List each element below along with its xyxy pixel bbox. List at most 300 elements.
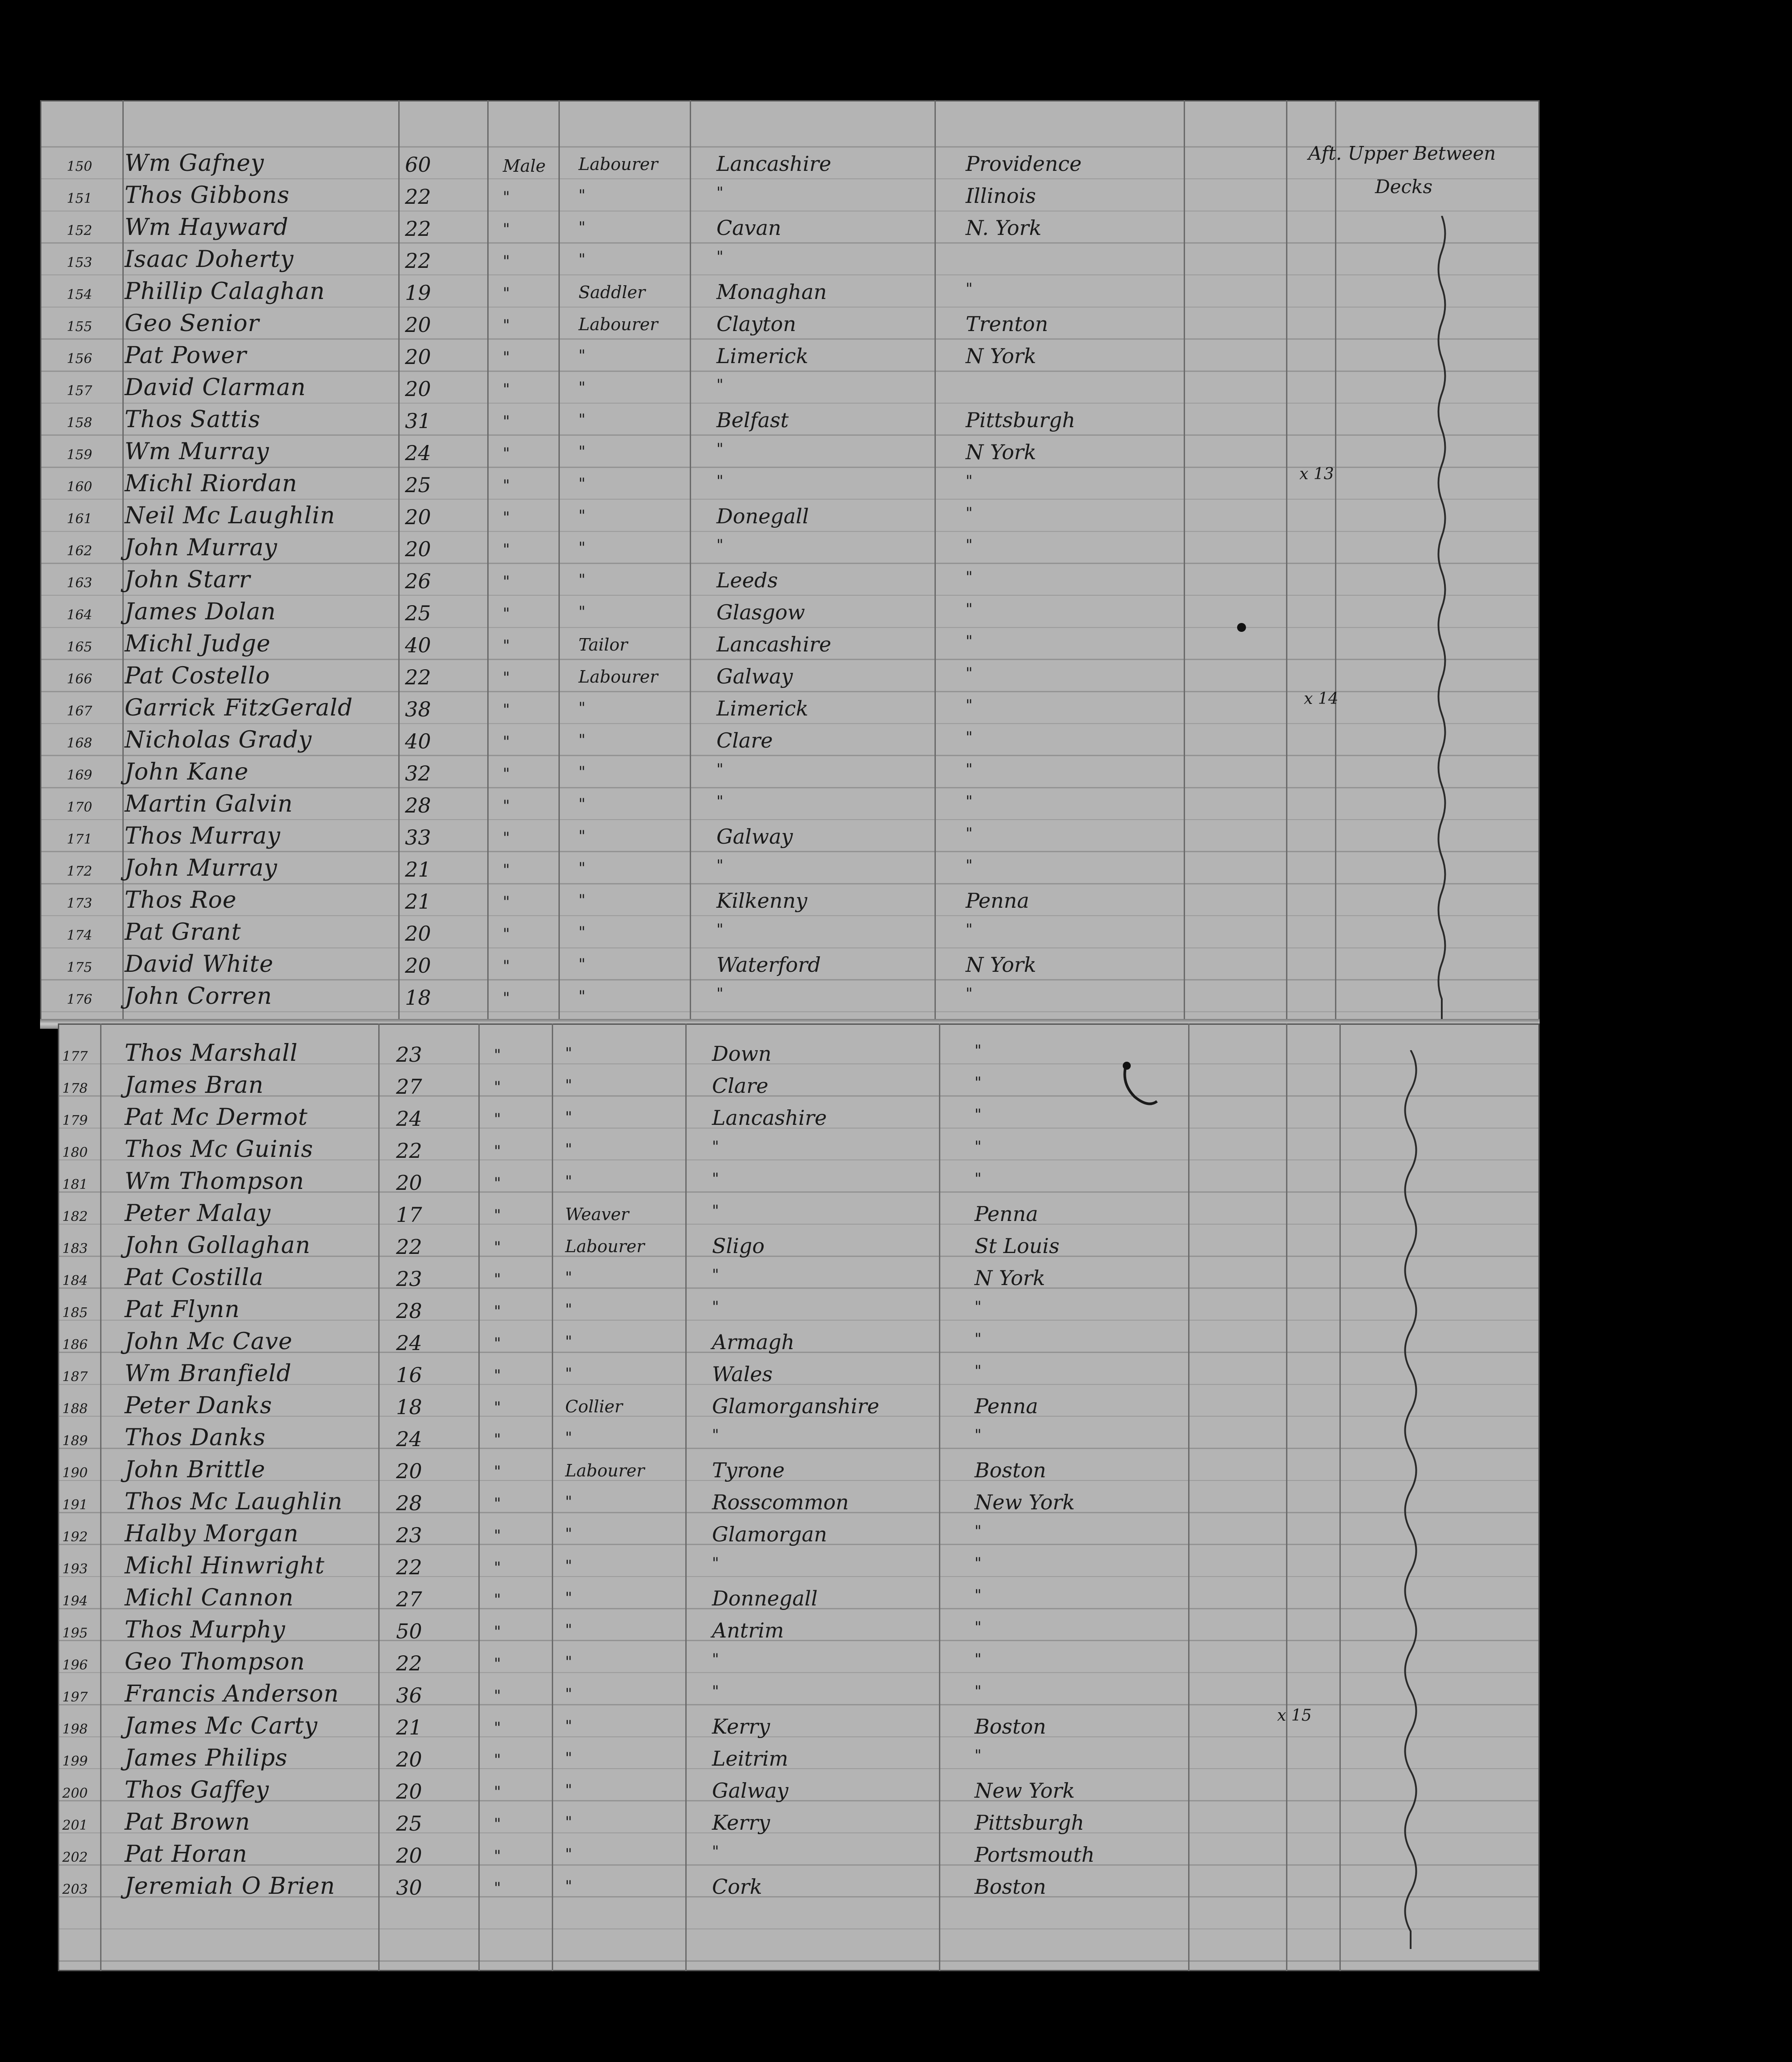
entry-number: 156: [67, 351, 93, 367]
passenger-age: 20: [405, 313, 431, 337]
passenger-origin: Galway: [716, 664, 793, 688]
passenger-sex: ": [503, 348, 510, 366]
passenger-name: John Murray: [125, 534, 278, 561]
passenger-destination: N. York: [966, 216, 1042, 240]
passenger-name: Michl Riordan: [125, 470, 298, 497]
passenger-row: [58, 1071, 1540, 1103]
passenger-destination: ": [966, 921, 973, 938]
passenger-row: [58, 1488, 1540, 1520]
passenger-sex: ": [503, 733, 510, 751]
passenger-age: 16: [396, 1363, 422, 1387]
passenger-destination: ": [966, 985, 973, 1003]
passenger-age: 20: [396, 1171, 422, 1195]
passenger-age: 20: [405, 345, 431, 369]
passenger-name: Michl Judge: [125, 631, 271, 657]
passenger-age: 19: [405, 281, 431, 305]
passenger-row: [40, 598, 1540, 630]
passenger-row: [58, 1808, 1540, 1840]
passenger-destination: ": [966, 600, 973, 618]
passenger-origin: Clare: [712, 1074, 769, 1098]
passenger-occupation: ": [565, 1877, 572, 1895]
passenger-row: [40, 886, 1540, 918]
passenger-name: John Mc Cave: [125, 1328, 293, 1355]
passenger-age: 25: [405, 601, 431, 625]
passenger-occupation: ": [578, 827, 586, 845]
passenger-origin: Limerick: [716, 696, 809, 720]
passenger-age: 20: [405, 537, 431, 561]
passenger-occupation: ": [578, 763, 586, 781]
ink-flourish: [1117, 1057, 1170, 1115]
passenger-age: 20: [405, 377, 431, 401]
passenger-row: [40, 469, 1540, 501]
passenger-name: Nicholas Grady: [125, 727, 312, 753]
entry-number: 177: [62, 1049, 88, 1064]
passenger-name: Pat Grant: [125, 919, 241, 946]
passenger-age: 22: [405, 217, 431, 241]
passenger-sex: ": [503, 797, 510, 815]
passenger-name: Thos Mc Guinis: [125, 1136, 314, 1163]
passenger-destination: Penna: [966, 889, 1029, 913]
passenger-age: 21: [396, 1715, 422, 1739]
passenger-origin: Belfast: [716, 408, 789, 432]
passenger-row: [40, 854, 1540, 886]
entry-number: 151: [67, 191, 93, 206]
passenger-origin: Glamorganshire: [712, 1394, 879, 1418]
passenger-occupation: ": [578, 891, 586, 909]
entry-number: 153: [67, 255, 93, 271]
passenger-origin: ": [716, 248, 724, 266]
passenger-name: Thos Gibbons: [125, 182, 290, 209]
passenger-occupation: ": [578, 987, 586, 1005]
passenger-age: 60: [405, 153, 431, 177]
entry-number: 171: [67, 832, 93, 847]
passenger-age: 22: [396, 1651, 422, 1675]
passenger-sex: ": [503, 284, 510, 302]
passenger-name: John Kane: [125, 759, 249, 785]
entry-number: 181: [62, 1177, 88, 1193]
passenger-row: [58, 1776, 1540, 1808]
passenger-occupation: ": [565, 1269, 572, 1286]
passenger-age: 20: [405, 505, 431, 529]
passenger-age: 33: [405, 825, 431, 849]
passenger-origin: ": [712, 1554, 719, 1572]
passenger-name: Thos Danks: [125, 1424, 266, 1451]
passenger-sex: ": [503, 829, 510, 847]
passenger-row: [58, 1744, 1540, 1776]
passenger-origin: ": [712, 1266, 719, 1284]
passenger-origin: ": [712, 1426, 719, 1444]
passenger-row: [58, 1520, 1540, 1552]
passenger-destination: New York: [975, 1490, 1075, 1514]
passenger-name: Pat Brown: [125, 1809, 251, 1836]
passenger-origin: Kerry: [712, 1811, 770, 1835]
entry-number: 194: [62, 1593, 88, 1609]
passenger-sex: ": [503, 573, 510, 590]
passenger-origin: Tyrone: [712, 1458, 785, 1482]
passenger-destination: ": [966, 632, 973, 650]
passenger-origin: ": [716, 472, 724, 490]
passenger-occupation: ": [565, 1365, 572, 1383]
passenger-row: [58, 1840, 1540, 1872]
ledger-page-top: [40, 100, 1540, 1026]
passenger-destination: Penna: [975, 1202, 1038, 1226]
passenger-occupation: ": [565, 1685, 572, 1703]
passenger-sex: ": [494, 1142, 501, 1160]
entry-number: 197: [62, 1690, 88, 1705]
passenger-age: 25: [405, 473, 431, 497]
entry-number: 152: [67, 223, 93, 239]
passenger-age: 27: [396, 1587, 422, 1611]
passenger-sex: ": [494, 1559, 501, 1577]
passenger-destination: New York: [975, 1779, 1075, 1803]
passenger-row: [58, 1199, 1540, 1231]
passenger-destination: ": [975, 1682, 982, 1700]
passenger-row: [58, 1327, 1540, 1359]
remark-mark: x 15: [1277, 1706, 1312, 1725]
passenger-row: [58, 1039, 1540, 1071]
passenger-occupation: ": [565, 1557, 572, 1575]
passenger-sex: ": [494, 1847, 501, 1865]
passenger-destination: ": [975, 1522, 982, 1540]
passenger-sex: Male: [503, 156, 546, 176]
passenger-age: 31: [405, 409, 431, 433]
passenger-origin: Lancashire: [712, 1106, 827, 1130]
entry-number: 199: [62, 1754, 88, 1769]
passenger-origin: Glasgow: [716, 600, 805, 624]
passenger-occupation: ": [565, 1076, 572, 1094]
entry-number: 185: [62, 1305, 88, 1321]
passenger-destination: St Louis: [975, 1234, 1060, 1258]
passenger-origin: Galway: [712, 1779, 789, 1803]
passenger-destination: ": [966, 825, 973, 842]
passenger-occupation: ": [578, 795, 586, 813]
passenger-age: 50: [396, 1619, 422, 1643]
passenger-occupation: ": [578, 859, 586, 877]
passenger-destination: ": [975, 1554, 982, 1572]
passenger-occupation: ": [578, 603, 586, 621]
passenger-name: John Starr: [125, 566, 251, 593]
passenger-occupation: ": [578, 539, 586, 557]
passenger-origin: ": [716, 985, 724, 1003]
passenger-destination: ": [966, 504, 973, 522]
entry-number: 165: [67, 639, 93, 655]
passenger-name: John Murray: [125, 855, 278, 881]
passenger-sex: ": [494, 1879, 501, 1897]
passenger-name: Phillip Calaghan: [125, 278, 325, 305]
passenger-origin: Donnegall: [712, 1586, 818, 1610]
passenger-occupation: ": [565, 1781, 572, 1799]
passenger-row: [58, 1135, 1540, 1167]
passenger-occupation: ": [578, 731, 586, 749]
passenger-row: [58, 1263, 1540, 1295]
passenger-age: 28: [405, 793, 431, 817]
entry-number: 169: [67, 768, 93, 783]
passenger-occupation: Labourer: [565, 1461, 645, 1480]
passenger-age: 21: [405, 889, 431, 914]
passenger-age: 24: [396, 1427, 422, 1451]
passenger-occupation: ": [578, 699, 586, 717]
passenger-sex: ": [503, 765, 510, 783]
passenger-occupation: Collier: [565, 1397, 623, 1416]
passenger-age: 22: [405, 185, 431, 209]
header-note-line2: Decks: [1375, 176, 1433, 198]
passenger-origin: ": [712, 1202, 719, 1220]
passenger-row: [58, 1648, 1540, 1680]
passenger-occupation: ": [578, 923, 586, 941]
passenger-occupation: ": [565, 1429, 572, 1447]
passenger-sex: ": [494, 1623, 501, 1641]
passenger-destination: N York: [975, 1266, 1045, 1290]
passenger-origin: ": [716, 921, 724, 938]
entry-number: 155: [67, 319, 93, 335]
passenger-sex: ": [503, 701, 510, 719]
bracket-line: [1393, 1050, 1428, 1949]
passenger-age: 26: [405, 569, 431, 593]
passenger-age: 25: [396, 1811, 422, 1836]
passenger-row: [40, 534, 1540, 566]
passenger-destination: ": [975, 1426, 982, 1444]
passenger-name: Thos Murray: [125, 823, 281, 849]
passenger-name: Peter Malay: [125, 1200, 271, 1227]
passenger-age: 20: [396, 1844, 422, 1868]
passenger-row: [58, 1712, 1540, 1744]
passenger-row: [58, 1167, 1540, 1199]
passenger-sex: ": [494, 1751, 501, 1769]
passenger-age: 23: [396, 1267, 422, 1291]
passenger-name: Wm Thompson: [125, 1168, 304, 1195]
passenger-age: 24: [396, 1331, 422, 1355]
passenger-origin: Kilkenny: [716, 889, 808, 913]
passenger-occupation: Labourer: [578, 315, 658, 334]
passenger-row: [58, 1456, 1540, 1488]
entry-number: 163: [67, 575, 93, 591]
entry-number: 159: [67, 447, 93, 463]
passenger-age: 30: [396, 1876, 422, 1900]
passenger-row: [40, 950, 1540, 982]
ink-blot: [1237, 623, 1246, 632]
passenger-row: [58, 1680, 1540, 1712]
passenger-destination: Penna: [975, 1394, 1038, 1418]
passenger-origin: Monaghan: [716, 280, 827, 304]
passenger-occupation: Labourer: [578, 154, 658, 174]
passenger-occupation: ": [578, 218, 586, 236]
passenger-name: James Mc Carty: [125, 1713, 318, 1739]
passenger-destination: ": [975, 1074, 982, 1092]
passenger-origin: Armagh: [712, 1330, 795, 1354]
passenger-name: Wm Branfield: [125, 1360, 292, 1387]
passenger-row: [40, 341, 1540, 373]
passenger-name: David White: [125, 951, 274, 978]
passenger-row: [40, 277, 1540, 309]
passenger-origin: Cork: [712, 1875, 762, 1899]
passenger-name: Geo Senior: [125, 310, 259, 337]
passenger-sex: ": [494, 1206, 501, 1224]
passenger-row: [40, 758, 1540, 790]
passenger-name: Wm Hayward: [125, 214, 289, 241]
passenger-row: [40, 822, 1540, 854]
passenger-age: 23: [396, 1043, 422, 1067]
passenger-row: [58, 1584, 1540, 1616]
passenger-destination: ": [975, 1106, 982, 1124]
entry-number: 196: [62, 1658, 88, 1673]
passenger-destination: N York: [966, 440, 1036, 464]
passenger-sex: ": [494, 1367, 501, 1384]
passenger-origin: Donegall: [716, 504, 809, 528]
passenger-name: Thos Sattis: [125, 406, 261, 433]
passenger-name: Pat Flynn: [125, 1296, 240, 1323]
passenger-origin: Antrim: [712, 1618, 784, 1642]
passenger-row: [58, 1231, 1540, 1263]
entry-number: 176: [67, 992, 93, 1007]
passenger-origin: ": [716, 440, 724, 458]
remark-mark: x 13: [1299, 465, 1334, 483]
entry-number: 179: [62, 1113, 88, 1128]
passenger-row: [40, 149, 1540, 181]
passenger-row: [40, 694, 1540, 726]
passenger-occupation: Saddler: [578, 283, 646, 302]
passenger-row: [40, 726, 1540, 758]
passenger-destination: ": [966, 792, 973, 810]
passenger-destination: ": [966, 536, 973, 554]
entry-number: 172: [67, 864, 93, 879]
passenger-name: Martin Galvin: [125, 791, 293, 817]
passenger-name: Neil Mc Laughlin: [125, 502, 336, 529]
entry-number: 154: [67, 287, 93, 303]
passenger-destination: ": [975, 1042, 982, 1059]
entry-number: 188: [62, 1401, 88, 1417]
entry-number: 191: [62, 1497, 88, 1513]
entry-number: 200: [62, 1786, 88, 1801]
passenger-name: Pat Power: [125, 342, 247, 369]
passenger-row: [58, 1552, 1540, 1584]
passenger-origin: Clare: [716, 728, 773, 752]
passenger-row: [40, 918, 1540, 950]
passenger-origin: Wales: [712, 1362, 773, 1386]
passenger-sex: ": [494, 1399, 501, 1416]
passenger-origin: ": [716, 857, 724, 874]
passenger-row: [40, 790, 1540, 822]
passenger-destination: Boston: [975, 1875, 1046, 1899]
passenger-destination: Illinois: [966, 184, 1036, 208]
passenger-destination: ": [975, 1618, 982, 1636]
entry-number: 174: [67, 928, 93, 943]
passenger-destination: ": [975, 1747, 982, 1764]
entry-number: 192: [62, 1529, 88, 1545]
passenger-occupation: ": [578, 347, 586, 364]
passenger-occupation: ": [578, 955, 586, 973]
passenger-sex: ": [503, 957, 510, 975]
passenger-origin: Cavan: [716, 216, 781, 240]
passenger-destination: Portsmouth: [975, 1843, 1095, 1867]
passenger-age: 32: [405, 761, 431, 785]
passenger-name: John Corren: [125, 983, 272, 1010]
bracket-line: [1428, 216, 1455, 1026]
passenger-origin: Clayton: [716, 312, 797, 336]
passenger-origin: ": [716, 536, 724, 554]
passenger-occupation: ": [565, 1301, 572, 1318]
passenger-name: Thos Marshall: [125, 1040, 298, 1067]
passenger-sex: ": [503, 252, 510, 270]
passenger-row: [40, 437, 1540, 469]
passenger-sex: ": [503, 637, 510, 655]
entry-number: 201: [62, 1818, 88, 1833]
passenger-row: [40, 405, 1540, 437]
passenger-occupation: ": [578, 251, 586, 268]
passenger-sex: ": [494, 1591, 501, 1609]
passenger-occupation: ": [578, 379, 586, 396]
passenger-occupation: ": [565, 1813, 572, 1831]
passenger-sex: ": [503, 605, 510, 623]
entry-number: 186: [62, 1337, 88, 1353]
passenger-origin: ": [712, 1138, 719, 1156]
passenger-sex: ": [494, 1174, 501, 1192]
passenger-age: 21: [405, 857, 431, 881]
passenger-origin: ": [716, 760, 724, 778]
passenger-origin: Waterford: [716, 953, 821, 977]
passenger-sex: ": [503, 925, 510, 943]
passenger-name: John Brittle: [125, 1456, 266, 1483]
passenger-occupation: ": [565, 1525, 572, 1543]
header-note-line1: Aft. Upper Between: [1308, 142, 1496, 164]
passenger-destination: ": [975, 1362, 982, 1380]
passenger-age: 20: [405, 922, 431, 946]
passenger-sex: ": [494, 1687, 501, 1705]
passenger-age: 40: [405, 633, 431, 657]
entry-number: 161: [67, 511, 93, 527]
passenger-occupation: ": [565, 1044, 572, 1062]
passenger-destination: Trenton: [966, 312, 1048, 336]
passenger-origin: Lancashire: [716, 152, 831, 176]
passenger-sex: ": [494, 1527, 501, 1544]
passenger-sex: ": [503, 669, 510, 687]
passenger-age: 24: [405, 441, 431, 465]
passenger-row: [58, 1423, 1540, 1456]
entry-number: 198: [62, 1722, 88, 1737]
entry-number: 168: [67, 736, 93, 751]
passenger-name: Wm Murray: [125, 438, 270, 465]
passenger-row: [40, 662, 1540, 694]
entry-number: 167: [67, 704, 93, 719]
passenger-origin: Leitrim: [712, 1747, 789, 1771]
entry-number: 166: [67, 671, 93, 687]
entry-number: 184: [62, 1273, 88, 1289]
passenger-name: David Clarman: [125, 374, 306, 401]
passenger-age: 18: [405, 986, 431, 1010]
passenger-name: Jeremiah O Brien: [125, 1873, 336, 1900]
entry-number: 175: [67, 960, 93, 975]
passenger-destination: ": [975, 1138, 982, 1156]
passenger-sex: ": [503, 188, 510, 206]
passenger-name: Isaac Doherty: [125, 246, 294, 273]
passenger-occupation: Labourer: [565, 1237, 645, 1256]
passenger-occupation: ": [565, 1749, 572, 1767]
passenger-sex: ": [494, 1270, 501, 1288]
entry-number: 158: [67, 415, 93, 431]
passenger-name: Geo Thompson: [125, 1649, 305, 1675]
passenger-origin: Rosscommon: [712, 1490, 849, 1514]
passenger-row: [40, 982, 1540, 1014]
passenger-row: [58, 1359, 1540, 1391]
passenger-row: [58, 1872, 1540, 1904]
passenger-sex: ": [494, 1655, 501, 1673]
passenger-destination: ": [966, 664, 973, 682]
passenger-sex: ": [503, 989, 510, 1007]
passenger-destination: ": [975, 1298, 982, 1316]
passenger-destination: ": [966, 280, 973, 298]
passenger-origin: Kerry: [712, 1714, 770, 1739]
passenger-sex: ": [503, 220, 510, 238]
passenger-destination: ": [966, 696, 973, 714]
